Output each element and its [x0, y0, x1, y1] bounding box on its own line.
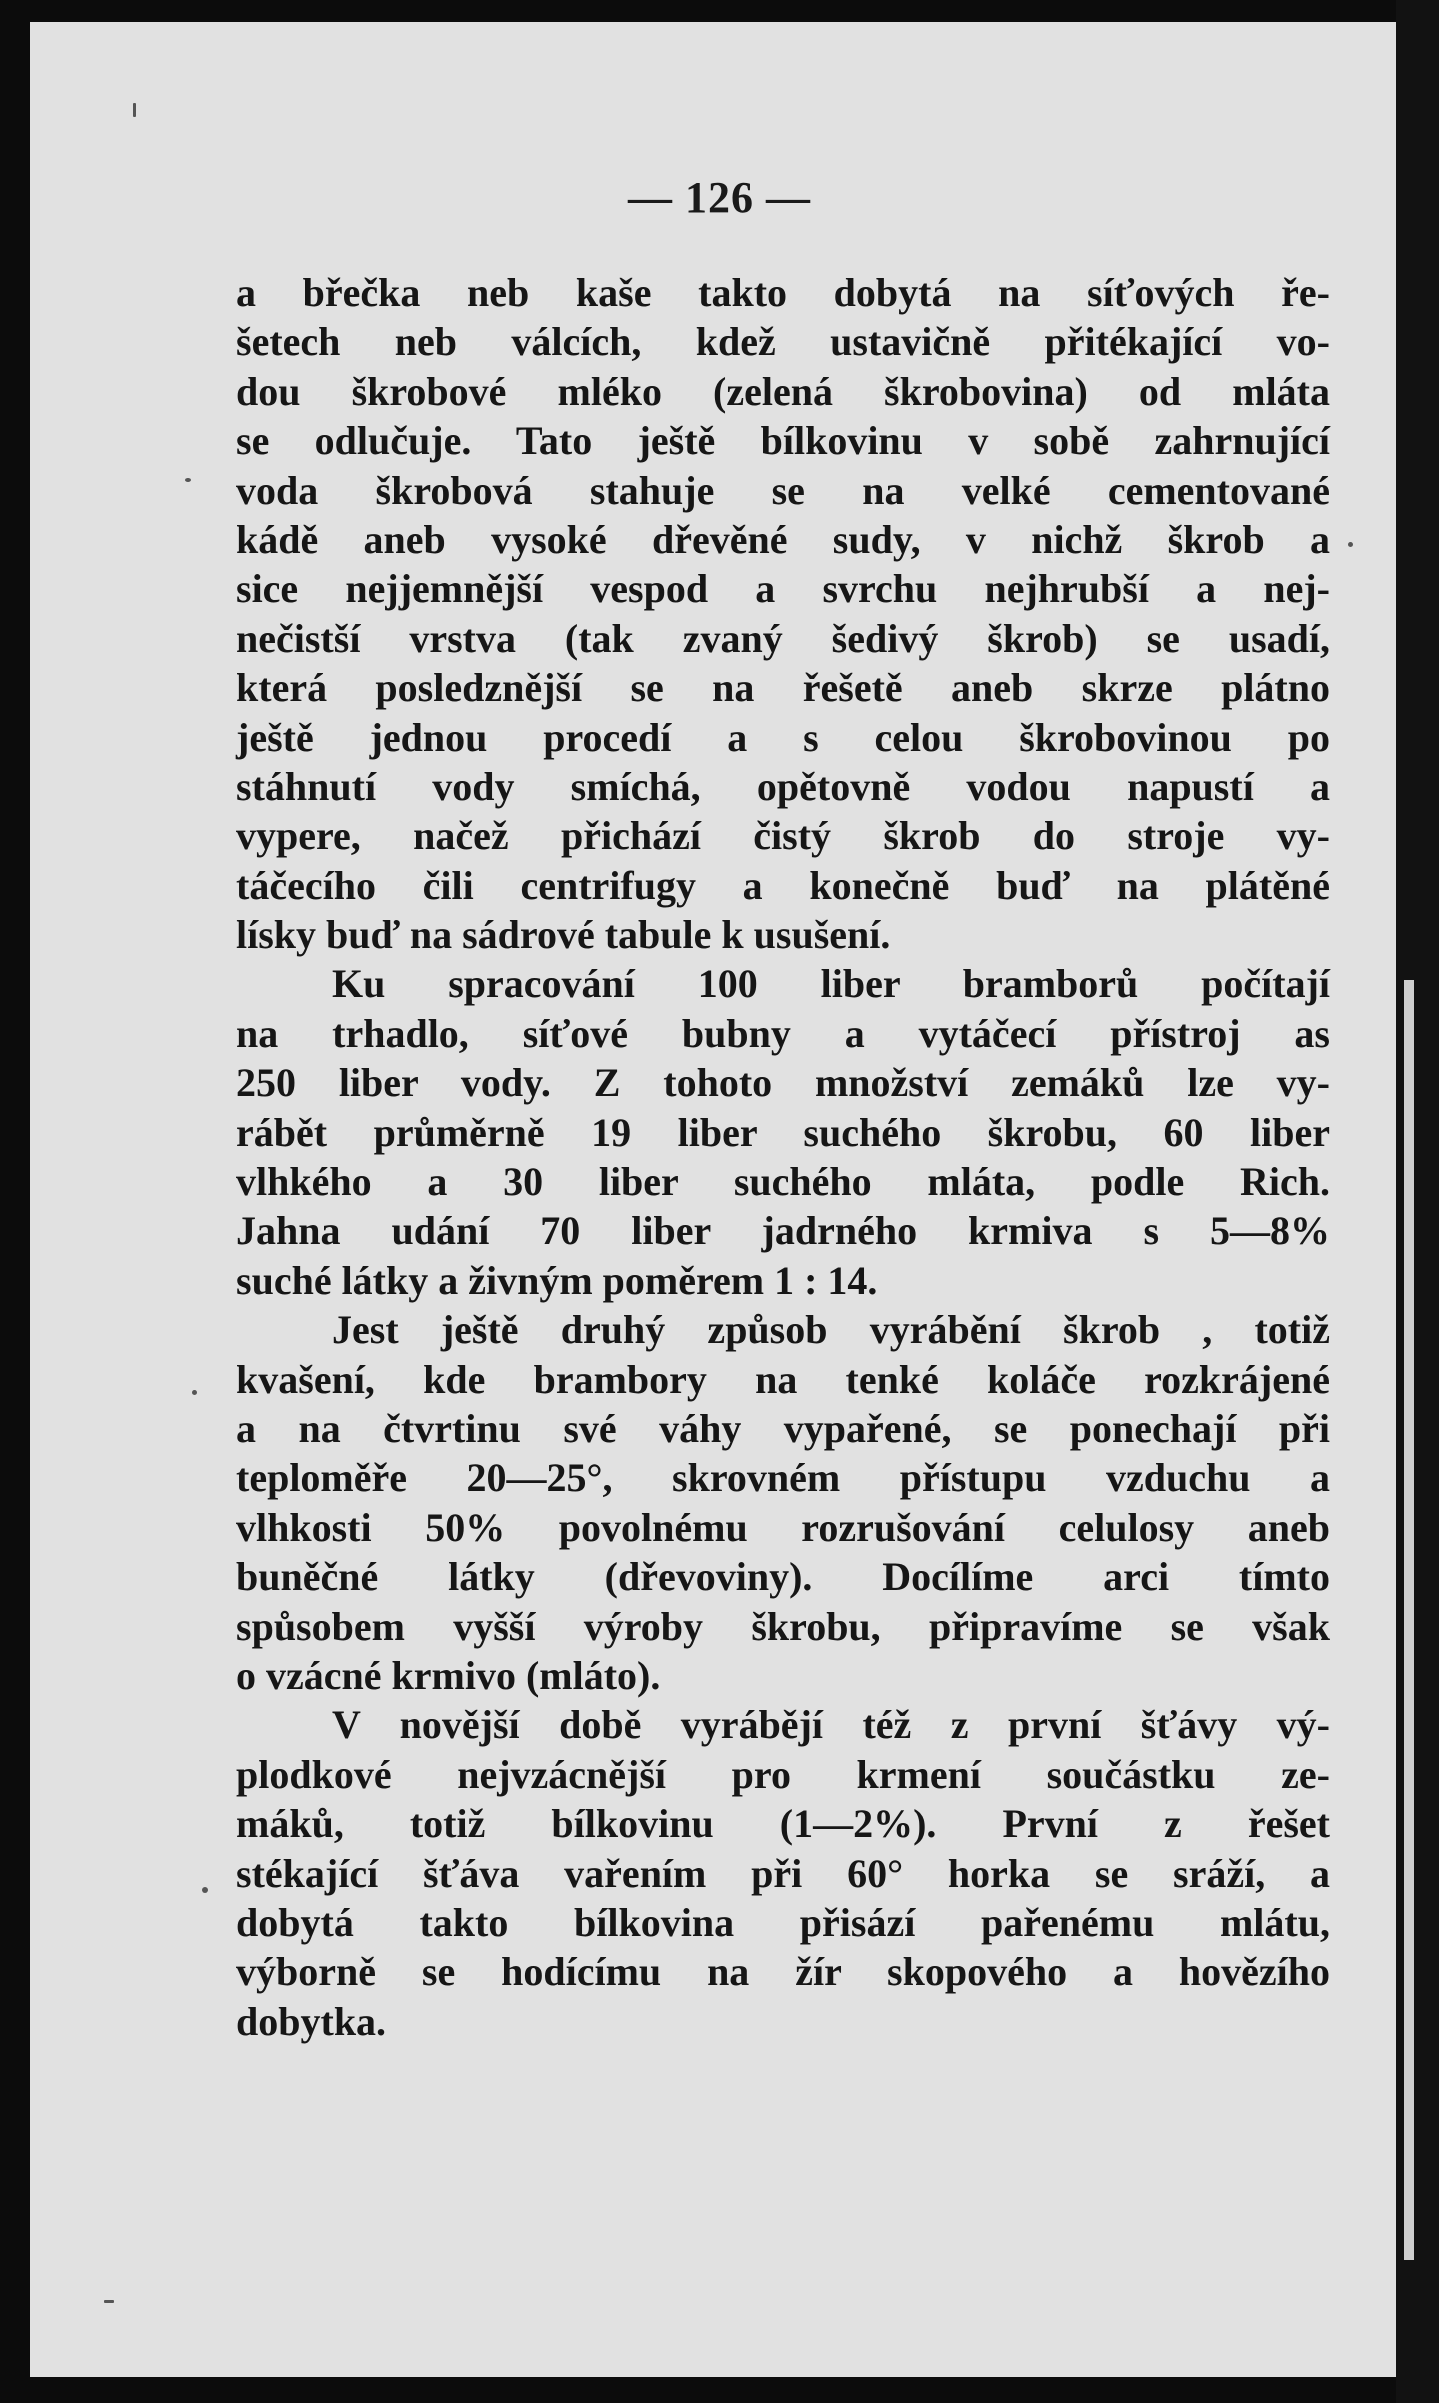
text-line: rábět průměrně 19 liber suchého škrobu, 60 liber	[236, 1109, 1330, 1155]
text-line: a na čtvrtinu své váhy vypařené, se ponechají při	[236, 1405, 1330, 1451]
text-line: sice nejjemnější vespod a svrchu nejhrubší a nej-	[236, 566, 1330, 612]
text-line: vlhkého a 30 liber suchého mláta, podle Rich.	[236, 1159, 1330, 1205]
scan-speck	[185, 478, 191, 482]
text-line: Jahna udání 70 liber jadrného krmiva s 5—8%	[236, 1208, 1330, 1254]
scan-speck	[192, 1390, 197, 1395]
text-line: stáhnutí vody smíchá, opětovně vodou napustí a	[236, 763, 1330, 809]
text-line: která posledznější se na řešetě aneb skrze plátno	[236, 665, 1330, 711]
text-line: táčecího čili centrifugy a konečně buď na plátěné	[236, 862, 1330, 908]
text-line: vlhkosti 50% povolnému rozrušování celulosy aneb	[236, 1504, 1330, 1550]
text-line: voda škrobová stahuje se na velké cementované	[236, 467, 1330, 513]
page-number: — 126 —	[628, 173, 811, 222]
text-line: výborně se hodícímu na žír skopového a hovězího	[236, 1949, 1330, 1995]
text-line: ještě jednou procedí a s celou škrobovinou po	[236, 714, 1330, 760]
text-line: lísky buď na sádrové tabule k usušení.	[236, 912, 891, 958]
text-line: kvašení, kde brambory na tenké koláče rozkrájené	[236, 1356, 1330, 1402]
page-edge-highlight	[1404, 980, 1414, 2260]
text-line: vypere, načež přichází čistý škrob do stroje vy-	[236, 813, 1330, 859]
text-line: a břečka neb kaše takto dobytá na síťových ře-	[236, 270, 1330, 315]
scan-speck	[202, 1887, 208, 1893]
text-line: Ku spracování 100 liber bramborů počítají	[332, 961, 1330, 1007]
text-line: teploměře 20—25°, skrovném přístupu vzduchu a	[236, 1455, 1330, 1501]
text-line: suché látky a živným poměrem 1 : 14.	[236, 1257, 878, 1303]
text-line: spůsobem vyšší výroby škrobu, připravíme se však	[236, 1603, 1330, 1649]
scan-speck	[133, 103, 136, 117]
text-line: dobytá takto bílkovina přisází pařenému mlátu,	[236, 1899, 1330, 1945]
text-line: máků, totiž bílkovinu (1—2%). První z řešet	[236, 1801, 1330, 1847]
text-line: 250 liber vody. Z tohoto množství zemáků lze vy-	[236, 1060, 1330, 1106]
text-line: šetech neb válcích, kdež ustavičně přitékající vo-	[236, 319, 1330, 365]
text-line: na trhadlo, síťové bubny a vytáčecí přístroj as	[236, 1010, 1330, 1056]
scan-speck	[104, 2300, 114, 2303]
text-line: kádě aneb vysoké dřevěné sudy, v nichž škrob a	[236, 516, 1330, 562]
text-line: dobytka.	[236, 1998, 387, 2044]
text-line: o vzácné krmivo (mláto).	[236, 1652, 661, 1698]
text-line: plodkové nejvzácnější pro krmení součástku ze-	[236, 1751, 1330, 1797]
text-line: nečistší vrstva (tak zvaný šedivý škrob) se usadí,	[236, 615, 1330, 661]
text-line: stékající šťáva vařením při 60° horka se sráží, a	[236, 1850, 1330, 1896]
scan-speck	[1348, 542, 1353, 547]
text-line: se odlučuje. Tato ještě bílkovinu v sobě zahrnující	[236, 418, 1330, 464]
text-line: buněčné látky (dřevoviny). Docílíme arci tímto	[236, 1554, 1330, 1600]
page-right-edge	[1396, 0, 1439, 2403]
text-line: dou škrobové mléko (zelená škrobovina) od mláta	[236, 368, 1330, 414]
text-line: Jest ještě druhý způsob vyrábění škrob , totiž	[332, 1307, 1330, 1353]
body-text	[236, 268, 1330, 2046]
text-line: V novější době vyrábějí též z první šťávy vý-	[332, 1702, 1330, 1748]
